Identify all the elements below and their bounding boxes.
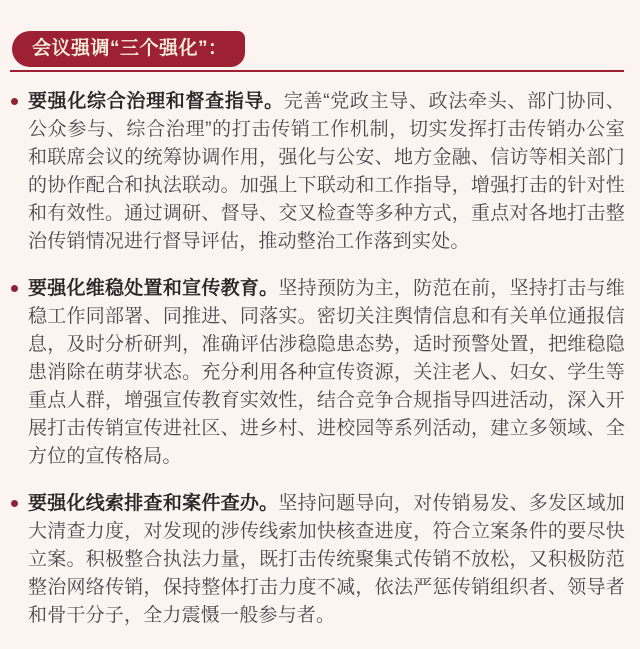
bullet-body: 坚持问题导向，对传销易发、多发区域加大清查力度，对发现的涉传线索加快核查进度，符合立案条件的要尽快立案。积极整合执法力量，既打击传统聚集式传销不放松，又积极防范整治网络传销，保持整体打击力度不减，依法严惩传销组织者、领导者和骨干分子，全力震慑一般参与者。 (28, 493, 625, 626)
bullet-dot-icon (11, 98, 18, 105)
bullet-dot-icon (11, 285, 18, 292)
bullet-list (28, 88, 625, 630)
bullet-lead: 要强化综合治理和督查指导。 (28, 91, 284, 112)
bullet-body: 完善“党政主导、政法牵头、部门协同、公众参与、综合治理”的打击传销工作机制，切实发挥打击传销办公室和联席会议的统筹协调作用，强化与公安、地方金融、信访等相关部门的协作配合和执法联动。加强上下联动和工作指导，增强打击的针对性和有效性。通过调研、督导、交叉检查等多种方式，重点对各地打击整治传销情况进行督导评估，推动整治工作落到实处。 (28, 91, 625, 252)
bullet-item (28, 275, 625, 471)
divider-rule (10, 70, 624, 72)
header-badge: 会议强调“三个强化”： (12, 31, 245, 67)
bullet-item (28, 88, 625, 256)
article-content (28, 88, 625, 649)
bullet-lead: 要强化线索排查和案件查办。 (28, 493, 279, 514)
bullet-dot-icon (11, 500, 18, 507)
bullet-lead: 要强化维稳处置和宣传教育。 (28, 278, 279, 299)
bullet-item (28, 490, 625, 630)
bullet-body: 坚持预防为主，防范在前，坚持打击与维稳工作同部署、同推进、同落实。密切关注舆情信息和有关单位通报信息，及时分析研判，准确评估涉稳隐患态势，适时预警处置，把维稳隐患消除在萌芽状态。充分利用各种宣传资源，关注老人、妇女、学生等重点人群，增强宣传教育实效性，结合竞争合规指导四进活动，深入开展打击传销宣传进社区、进乡村、进校园等系列活动，建立多领域、全方位的宣传格局。 (28, 278, 625, 467)
